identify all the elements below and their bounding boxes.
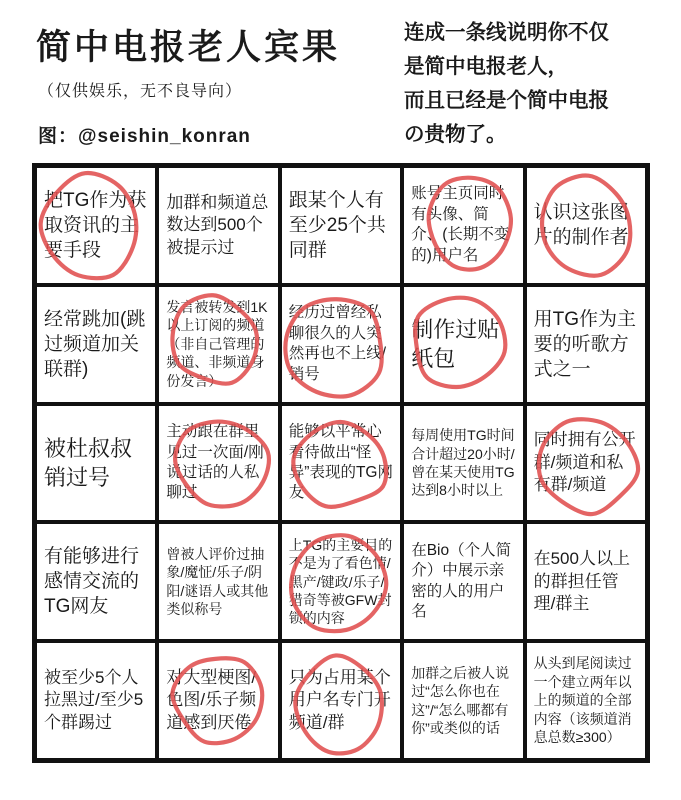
bingo-cell [35,522,157,641]
bingo-cell [35,641,157,760]
bingo-cell-text: 对大型梗图/色图/乐子频道感到厌倦 [166,667,257,732]
bingo-cell-text: 曾被人评价过抽象/魔怔/乐子/阴阳/谜语人或其他类似称号 [166,545,269,618]
bingo-cell-text: 加群之后被人说过“怎么你也在这”/“怎么哪都有你”或类似的话 [411,664,510,737]
page-title: 简中电报老人宾果 [36,28,341,67]
bingo-cell-text: 账号主页同时有头像、简介、(长期不变的)用户名 [411,185,510,264]
bingo-cell [402,166,524,285]
bingo-cell [157,404,279,523]
note-line: 是简中电报老人， [404,55,568,78]
bingo-cell-text: 从头到尾阅读过一个建立两年以上的频道的全部内容（该频道消息总数≥300） [533,655,632,746]
bingo-cell [525,166,647,285]
bingo-cell-text: 被杜叔叔销过号 [44,435,133,490]
bingo-cell-text: 认识这张图片的制作者 [533,202,629,249]
bingo-cell [280,404,402,523]
note-line: 连成一条线说明你不仅 [404,21,609,44]
bingo-cell [402,404,524,523]
bingo-cell [157,166,279,285]
bingo-cell-text: 加群和频道总数达到500个被提示过 [166,192,269,257]
author-credit: 图：@seishin_konran [38,126,251,147]
bingo-cell [280,285,402,404]
bingo-cell-text: 同时拥有公开群/频道和私有群/频道 [533,430,636,495]
note-line: の贵物了。 [404,123,507,146]
bingo-cell-text: 跟某个人有至少25个共同群 [288,189,386,261]
bingo-cell [280,166,402,285]
bingo-cell-text: 经历过曾经私聊很久的人突然再也不上线/销号 [288,304,387,383]
bingo-cell-text: 主动跟在群里见过一次面/刚说过话的人私聊过 [166,423,264,502]
bingo-cell-text: 经常跳加(跳过频道加关联群) [44,308,146,380]
note-line: 而且已经是个简中电报 [404,89,609,112]
bingo-cell [525,285,647,404]
bingo-cell [157,522,279,641]
bingo-cell [402,522,524,641]
bingo-cell-text: 只为占用某个用户名专门开频道/群 [288,667,391,732]
bingo-cell-text: 能够以平常心看待做出“怪异”表现的TG网友 [288,423,393,502]
bingo-cell-text: 每周使用TG时间合计超过20小时/曾在某天使用TG达到8小时以上 [411,427,515,499]
bingo-rule-note [404,16,676,152]
disclaimer-text: （仅供娱乐，无不良导向） [38,83,243,100]
bingo-cell [525,522,647,641]
bingo-cell-text: 上TG的主要目的不是为了看色情/黑产/键政/乐子/猎奇等被GFW封锁的内容 [288,536,393,627]
bingo-cell-text: 被至少5个人拉黑过/至少5个群踢过 [44,667,144,732]
bingo-cell [402,285,524,404]
bingo-cell-text: 把TG作为获取资讯的主要手段 [44,189,147,261]
bingo-cell-text: 在Bio（个人简介）中展示亲密的人的用户名 [411,541,512,621]
bingo-cell-text: 制作过贴纸包 [411,317,500,372]
bingo-cell [525,641,647,760]
bingo-cell-text: 在500人以上的群担任管理/群主 [533,549,630,613]
bingo-cell-text: 发言被转发到1K以上订阅的频道（非自己管理的频道、非频道身份发言） [166,299,268,389]
bingo-cell-text: 用TG作为主要的听歌方式之一 [533,308,636,380]
bingo-cell [157,285,279,404]
bingo-grid [32,163,650,763]
bingo-cell [157,641,279,760]
bingo-cell [402,641,524,760]
bingo-cell [35,166,157,285]
bingo-cell [525,404,647,523]
bingo-cell [280,522,402,641]
bingo-cell [35,404,157,523]
bingo-cell [280,641,402,760]
bingo-cell [35,285,157,404]
bingo-cell-text: 有能够进行感情交流的TG网友 [44,546,140,618]
